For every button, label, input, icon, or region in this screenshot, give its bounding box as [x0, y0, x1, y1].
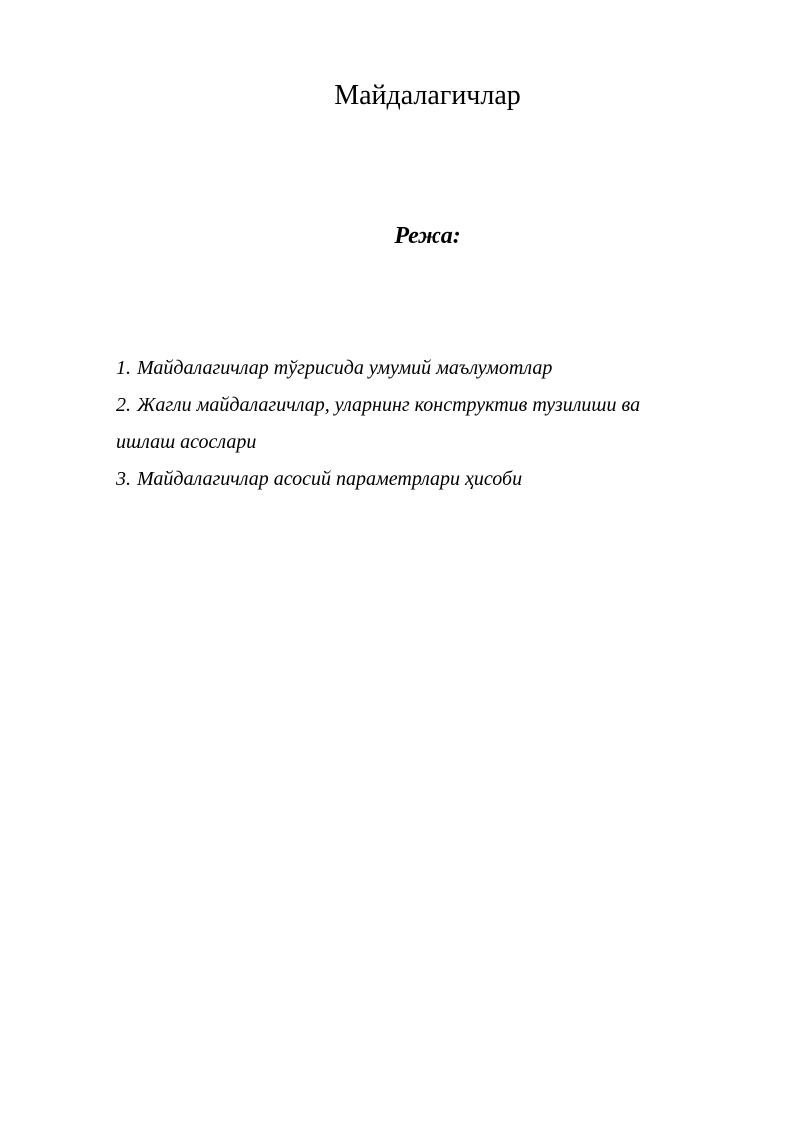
- plan-item-2: [116, 387, 696, 461]
- plan-item-text: Майдалагичлар тўгрисида умумий маълумотлар: [137, 357, 553, 379]
- plan-item-number: 1.: [116, 357, 131, 379]
- plan-heading: Режа:: [394, 223, 461, 249]
- plan-list: [116, 350, 696, 498]
- plan-item-text: Майдалагичлар асосий параметрлари ҳисоби: [137, 468, 523, 490]
- plan-item-text: Жагли майдалагичлар, уларнинг конструктив тузилиши ва ишлаш асослари: [116, 394, 641, 453]
- document-title: Майдалагичлар: [334, 80, 521, 111]
- plan-item-number: 3.: [116, 468, 131, 490]
- plan-item-1: [116, 350, 696, 387]
- plan-item-number: 2.: [116, 394, 131, 416]
- plan-item-3: [116, 461, 696, 498]
